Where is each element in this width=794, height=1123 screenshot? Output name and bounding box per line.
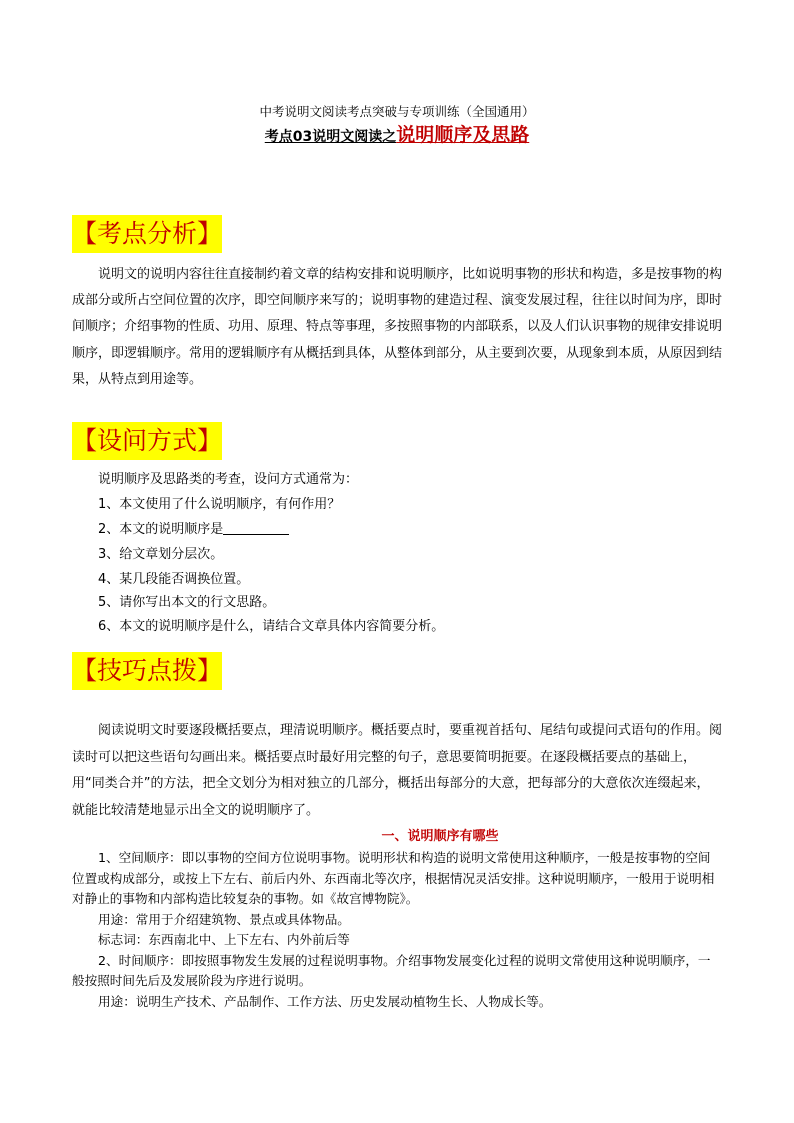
list-item: 3、给文章划分层次。 xyxy=(98,547,224,562)
question-list xyxy=(98,467,718,639)
section-label-analysis: 【考点分析】 xyxy=(72,215,222,253)
list-item: 5、请你写出本文的行文思路。 xyxy=(98,595,276,610)
list-item: 4、某几段能否调换位置。 xyxy=(98,572,250,587)
section-heading: 一、说明顺序有哪些 xyxy=(381,829,499,844)
section-label-tips: 【技巧点拨】 xyxy=(72,652,222,690)
analysis-paragraph: 说明文的说明内容往往直接制约着文章的结构安排和说明顺序，比如说明事物的形状和构造，多是按事物的构成部分或所占空间位置的次序，即空间顺序来写的；说明事物的建造过程、演变发展过程，往往以时间为序，即时间顺序；介绍事物的性质、功用、原理、特点等事理，多按照事物的内部联系，以及人们认识事物的规律安排说明顺序，即逻辑顺序。常用的逻辑顺序有从概括到具体，从整体到部分，从主要到次要，从现象到本质，从原因到结果，从特点到用途等。 xyxy=(72,267,723,387)
time-order-usage: 用途：说明生产技术、产品制作、工作方法、历史发展动植物生长、人物成长等。 xyxy=(98,993,552,1009)
question-intro: 说明顺序及思路类的考查，设问方式通常为： xyxy=(98,472,359,487)
title-prefix: 考点03说明文阅读之 xyxy=(264,129,397,145)
document-subtitle: 中考说明文阅读考点突破与专项训练（全国通用） xyxy=(259,104,535,119)
list-item xyxy=(98,517,718,542)
order-types-body xyxy=(72,848,722,1012)
section-label-question-types: 【设问方式】 xyxy=(72,422,222,460)
space-order-usage: 用途：常用于介绍建筑物、景点或具体物品。 xyxy=(98,911,350,927)
list-item: 6、本文的说明顺序是什么，请结合文章具体内容简要分析。 xyxy=(98,619,445,634)
space-order-paragraph: 1、空间顺序：即以事物的空间方位说明事物。说明形状和构造的说明文常使用这种顺序，一般是按事物的空间位置或构成部分，或按上下左右、前后内外、东西南北等次序，根据情况灵活安排。这种说明顺序，一般用于说明相对静止的事物和内部构造比较复杂的事物。如《故宫博物院》。 xyxy=(72,850,715,906)
space-order-markers: 标志词：东西南北中、上下左右、内外前后等 xyxy=(98,932,350,947)
document-title xyxy=(0,123,794,149)
list-item-text: 2、本文的说明顺序是 xyxy=(98,522,224,537)
list-item: 1、本文使用了什么说明顺序，有何作用？ xyxy=(98,497,341,512)
answer-blank xyxy=(223,520,289,535)
title-accent: 说明顺序及思路 xyxy=(396,124,530,146)
tips-paragraph: 阅读说明文时要逐段概括要点，理清说明顺序。概括要点时，要重视首括句、尾结句或提问式语句的作用。阅读时可以把这些语句勾画出来。概括要点时最好用完整的句子，意思要简明扼要。在逐段概括要点的基础上，用“同类合并”的方法，把全文划分为相对独立的几部分，概括出每部分的大意，把每部分的大意依次连缀起来，就能比较清楚地显示出全文的说明顺序了。 xyxy=(72,723,723,819)
time-order-paragraph: 2、时间顺序：即按照事物发生发展的过程说明事物。介绍事物发展变化过程的说明文常使用这种说明顺序，一般按照时间先后及发展阶段为序进行说明。 xyxy=(72,952,711,988)
